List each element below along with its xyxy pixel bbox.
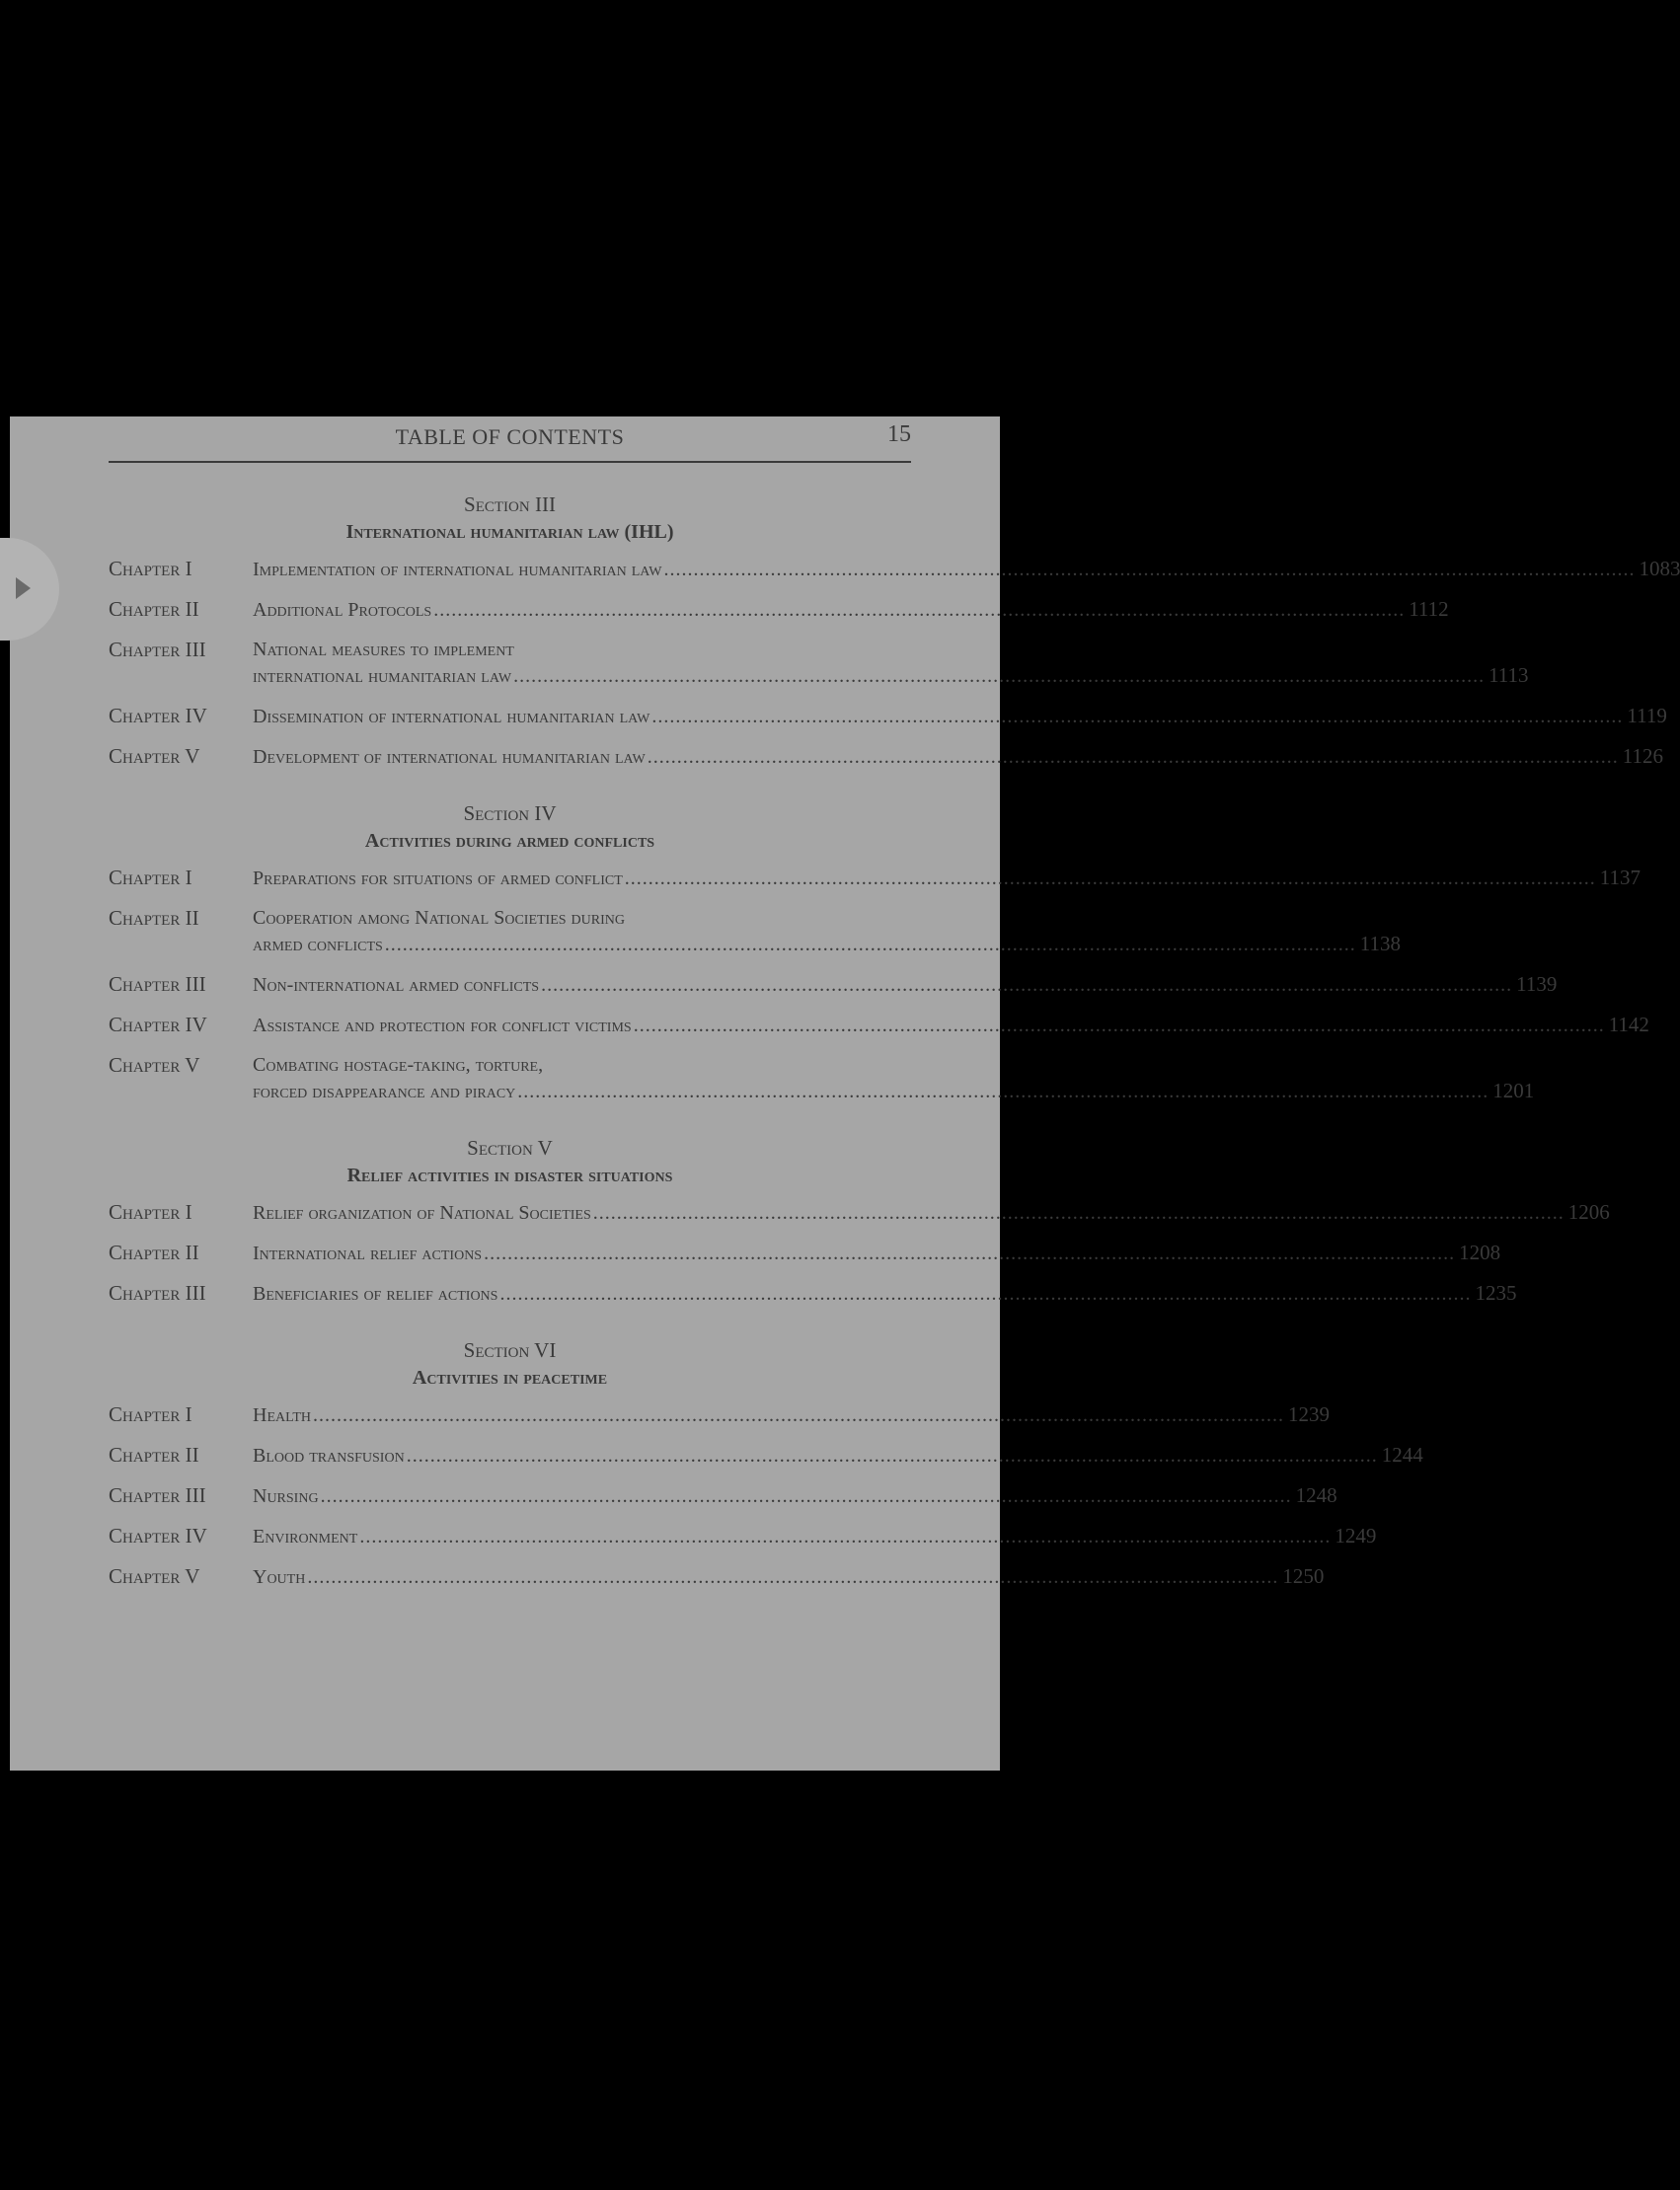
entry-line bbox=[253, 1401, 1330, 1428]
section-title: Activities in peacetime bbox=[412, 1367, 608, 1389]
chapter-label: Chapter IV bbox=[109, 704, 207, 727]
entry-line bbox=[253, 1052, 1534, 1078]
entry-title: forced disappearance and piracy bbox=[253, 1081, 516, 1102]
chapter-label: Chapter III bbox=[109, 972, 206, 996]
entry-title: Cooperation among National Societies during bbox=[253, 907, 625, 929]
section-label: Section III bbox=[464, 492, 556, 516]
toc-entry[interactable] bbox=[109, 1482, 1337, 1509]
entry-body bbox=[253, 1199, 1610, 1226]
entry-body bbox=[253, 1523, 1376, 1549]
dot-leader bbox=[541, 972, 1512, 998]
toc-entry[interactable] bbox=[109, 1563, 1325, 1590]
toc-entry[interactable] bbox=[109, 703, 1667, 729]
toc-entry[interactable] bbox=[109, 743, 1663, 770]
entry-page-number: 1249 bbox=[1335, 1524, 1377, 1548]
section-label: Section V bbox=[467, 1136, 553, 1160]
entry-page-number: 1112 bbox=[1409, 597, 1449, 621]
toc-section bbox=[109, 491, 1680, 770]
toc-section bbox=[109, 1134, 1610, 1307]
entry-body bbox=[253, 703, 1667, 729]
entry-line bbox=[253, 1442, 1423, 1469]
entry-title: armed conflicts bbox=[253, 934, 383, 955]
entry-page-number: 1244 bbox=[1381, 1443, 1423, 1467]
dot-leader bbox=[359, 1524, 1331, 1549]
entry-page-number: 1126 bbox=[1622, 744, 1663, 768]
entry-body bbox=[253, 743, 1663, 770]
entry-line bbox=[253, 931, 1401, 957]
dot-leader bbox=[307, 1564, 1278, 1590]
chapter-label: Chapter III bbox=[109, 638, 206, 661]
header-page-number: 15 bbox=[887, 421, 911, 447]
chapter-label: Chapter I bbox=[109, 1200, 192, 1224]
toc-entry[interactable] bbox=[109, 1052, 1535, 1104]
dot-leader bbox=[499, 1281, 1471, 1307]
toc-entry[interactable] bbox=[109, 1523, 1377, 1549]
entry-body bbox=[253, 1442, 1423, 1469]
dot-leader bbox=[625, 866, 1596, 891]
dot-leader bbox=[385, 932, 1356, 957]
entry-page-number: 1208 bbox=[1459, 1241, 1501, 1264]
entry-line bbox=[253, 703, 1667, 729]
dot-leader bbox=[663, 557, 1635, 582]
entry-line bbox=[253, 971, 1557, 998]
entry-page-number: 1206 bbox=[1567, 1200, 1610, 1224]
entry-page-number: 1235 bbox=[1475, 1281, 1517, 1305]
entry-title: Implementation of international humanitarian law bbox=[253, 559, 662, 580]
entry-body bbox=[253, 1482, 1337, 1509]
chapter-label: Chapter IV bbox=[109, 1013, 207, 1036]
dot-leader bbox=[651, 704, 1623, 729]
entry-line bbox=[253, 1199, 1610, 1226]
section-label: Section VI bbox=[463, 1338, 557, 1362]
toc-entry[interactable] bbox=[109, 1199, 1610, 1226]
chapter-label: Chapter V bbox=[109, 744, 200, 768]
chapter-label: Chapter I bbox=[109, 866, 192, 889]
entry-title: Relief organization of National Societies bbox=[253, 1202, 591, 1224]
entry-body bbox=[253, 1401, 1330, 1428]
play-icon bbox=[16, 577, 31, 599]
entry-line bbox=[253, 1563, 1324, 1590]
entry-body bbox=[253, 637, 1529, 689]
entry-line bbox=[253, 637, 1529, 662]
entry-page-number: 1139 bbox=[1516, 972, 1558, 996]
chapter-label: Chapter II bbox=[109, 906, 199, 930]
entry-title: Additional Protocols bbox=[253, 599, 432, 621]
entry-page-number: 1142 bbox=[1608, 1013, 1649, 1036]
toc-section bbox=[109, 1336, 1423, 1590]
entry-page-number: 1250 bbox=[1282, 1564, 1325, 1588]
chapter-label: Chapter II bbox=[109, 1241, 199, 1264]
chapter-label: Chapter IV bbox=[109, 1524, 207, 1548]
entry-title: Environment bbox=[253, 1526, 358, 1548]
entry-line bbox=[253, 1523, 1376, 1549]
entry-body bbox=[253, 865, 1641, 891]
dot-leader bbox=[321, 1483, 1292, 1509]
chapter-label: Chapter V bbox=[109, 1564, 200, 1588]
dot-leader bbox=[433, 597, 1405, 623]
toc-content bbox=[109, 416, 1680, 1604]
entry-body bbox=[253, 1280, 1516, 1307]
toc-sections bbox=[109, 491, 1680, 1590]
dot-leader bbox=[313, 1402, 1284, 1428]
entry-line bbox=[253, 865, 1641, 891]
entry-line bbox=[253, 1482, 1337, 1509]
toc-entry[interactable] bbox=[109, 905, 1402, 957]
dot-leader bbox=[517, 1079, 1489, 1104]
entry-line bbox=[253, 662, 1529, 689]
entry-title: Assistance and protection for conflict victims bbox=[253, 1015, 632, 1036]
section-label: Section IV bbox=[463, 801, 557, 825]
section-title: Activities during armed conflicts bbox=[364, 830, 655, 852]
section-title: International humanitarian law (IHL) bbox=[345, 521, 674, 543]
entry-page-number: 1138 bbox=[1359, 932, 1402, 955]
entry-title: Dissemination of international humanitarian law bbox=[253, 706, 650, 727]
entry-line bbox=[253, 1012, 1649, 1038]
entry-title: Development of international humanitarian law bbox=[253, 746, 646, 768]
entry-title: Non-international armed conflicts bbox=[253, 974, 540, 996]
chapter-label: Chapter II bbox=[109, 1443, 199, 1467]
entry-body bbox=[253, 1052, 1534, 1104]
toc-entry[interactable] bbox=[109, 865, 1642, 891]
entry-line bbox=[253, 1280, 1516, 1307]
dot-leader bbox=[593, 1200, 1565, 1226]
header-title: TABLE OF CONTENTS bbox=[395, 424, 625, 449]
entry-line bbox=[253, 596, 1449, 623]
chapter-label: Chapter II bbox=[109, 597, 199, 621]
entry-line bbox=[253, 1078, 1534, 1104]
entry-body bbox=[253, 905, 1401, 957]
dot-leader bbox=[513, 663, 1485, 689]
entry-title: National measures to implement bbox=[253, 639, 514, 660]
entry-page-number: 1119 bbox=[1627, 704, 1667, 727]
entry-page-number: 1201 bbox=[1492, 1079, 1535, 1102]
entry-body bbox=[253, 596, 1449, 623]
page-header bbox=[109, 421, 911, 463]
entry-body bbox=[253, 1240, 1500, 1266]
entry-page-number: 1239 bbox=[1288, 1402, 1331, 1426]
dot-leader bbox=[648, 744, 1619, 770]
entry-title: Blood transfusion bbox=[253, 1445, 405, 1467]
toc-entry[interactable] bbox=[109, 1240, 1501, 1266]
entry-title: Preparations for situations of armed conflict bbox=[253, 868, 623, 889]
dot-leader bbox=[407, 1443, 1378, 1469]
entry-title: Combating hostage-taking, torture, bbox=[253, 1054, 544, 1076]
entry-line bbox=[253, 556, 1680, 582]
section-title: Relief activities in disaster situations bbox=[346, 1165, 673, 1186]
toc-entry[interactable] bbox=[109, 556, 1680, 582]
dot-leader bbox=[484, 1241, 1455, 1266]
entry-body bbox=[253, 1563, 1324, 1590]
entry-title: Nursing bbox=[253, 1485, 319, 1507]
entry-line bbox=[253, 743, 1663, 770]
entry-page-number: 1113 bbox=[1489, 663, 1529, 687]
entry-title: Health bbox=[253, 1404, 312, 1426]
entry-page-number: 1137 bbox=[1599, 866, 1642, 889]
toc-section bbox=[109, 799, 1649, 1104]
entry-title: Youth bbox=[253, 1566, 306, 1588]
entry-page-number: 1248 bbox=[1295, 1483, 1337, 1507]
toc-entry[interactable] bbox=[109, 1442, 1423, 1469]
entry-body bbox=[253, 1012, 1649, 1038]
entry-title: Beneficiaries of relief actions bbox=[253, 1283, 498, 1305]
entry-page-number: 1083 bbox=[1639, 557, 1680, 580]
toc-entry[interactable] bbox=[109, 637, 1529, 689]
entry-title: International relief actions bbox=[253, 1243, 483, 1264]
entry-line bbox=[253, 905, 1401, 931]
toc-entry[interactable] bbox=[109, 971, 1558, 998]
toc-entry[interactable] bbox=[109, 596, 1449, 623]
entry-line bbox=[253, 1240, 1500, 1266]
chapter-label: Chapter III bbox=[109, 1483, 206, 1507]
document-page bbox=[10, 416, 1680, 1771]
toc-entry[interactable] bbox=[109, 1280, 1517, 1307]
chapter-label: Chapter I bbox=[109, 1402, 192, 1426]
dot-leader bbox=[634, 1013, 1605, 1038]
chapter-label: Chapter V bbox=[109, 1053, 200, 1077]
entry-title: international humanitarian law bbox=[253, 665, 512, 687]
entry-body bbox=[253, 556, 1680, 582]
toc-entry[interactable] bbox=[109, 1012, 1649, 1038]
chapter-label: Chapter III bbox=[109, 1281, 206, 1305]
toc-entry[interactable] bbox=[109, 1401, 1331, 1428]
chapter-label: Chapter I bbox=[109, 557, 192, 580]
entry-body bbox=[253, 971, 1557, 998]
